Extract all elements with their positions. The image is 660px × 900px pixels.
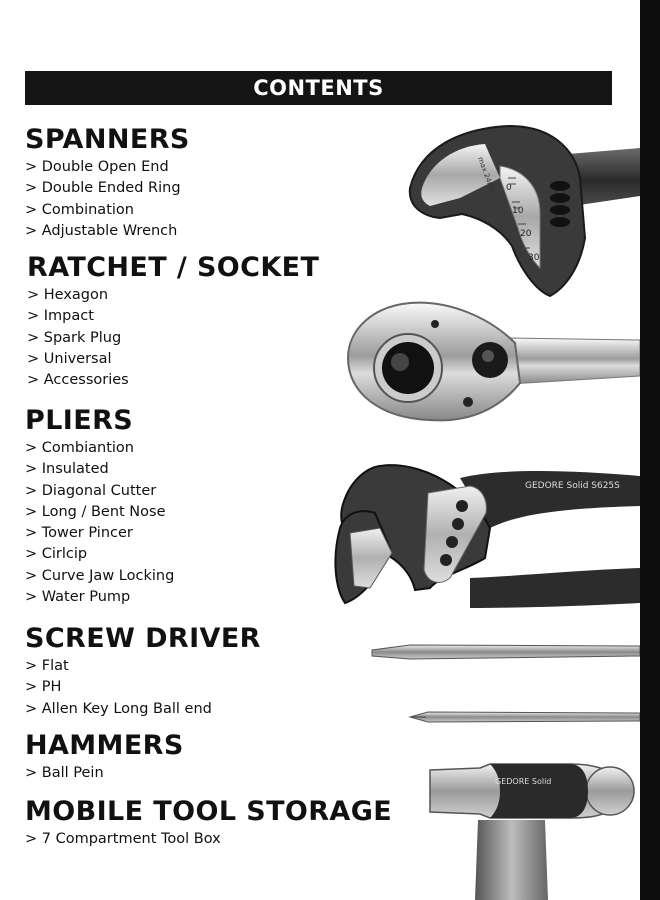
- list-item: > Double Ended Ring: [25, 178, 190, 199]
- pliers-brand: GEDORE Solid S625S: [525, 481, 620, 491]
- list-item: > Tower Pincer: [25, 523, 174, 544]
- list-item: > Long / Bent Nose: [25, 502, 174, 523]
- wrench-engraving: max 24mm: [476, 155, 498, 197]
- list-item: > Universal: [27, 349, 319, 370]
- list-item: > Diagonal Cutter: [25, 481, 174, 502]
- list-item: > Hexagon: [27, 285, 319, 306]
- list-item: > 7 Compartment Tool Box: [25, 829, 392, 850]
- section-hammers: [25, 730, 184, 784]
- ball-pein-hammer-icon: [420, 760, 640, 900]
- contents-title: CONTENTS: [253, 76, 384, 100]
- list-item: > Water Pump: [25, 587, 174, 608]
- section-title: SPANNERS: [25, 124, 190, 155]
- contents-header: [25, 71, 612, 105]
- section-ratchet-socket: [27, 252, 319, 391]
- list-item: > Curve Jaw Locking: [25, 566, 174, 587]
- list-item: > Combination: [25, 200, 190, 221]
- scale-label: 20: [520, 229, 532, 239]
- page-edge-bar: [640, 0, 660, 900]
- section-title: PLIERS: [25, 405, 134, 436]
- adjustable-wrench-icon: [400, 118, 640, 298]
- water-pump-pliers-icon: [320, 458, 640, 618]
- section-screw-driver: [25, 623, 261, 720]
- hammer-brand: GEDORE Solid: [495, 777, 552, 786]
- scale-label: 30: [528, 253, 540, 263]
- list-item: > Adjustable Wrench: [25, 221, 190, 242]
- list-item: > Allen Key Long Ball end: [25, 699, 261, 720]
- ratchet-icon: [340, 298, 640, 430]
- list-item: > Insulated: [25, 459, 174, 480]
- section-title: RATCHET / SOCKET: [27, 252, 320, 283]
- list-item: > Combiantion: [25, 438, 174, 459]
- section-mobile-tool-storage: [25, 796, 392, 850]
- section-spanners: [25, 124, 190, 242]
- list-item: > Spark Plug: [27, 328, 319, 349]
- list-item: > PH: [25, 677, 261, 698]
- list-item: > Cirlcip: [25, 544, 174, 565]
- section-title: MOBILE TOOL STORAGE: [25, 796, 393, 827]
- scale-label: 10: [512, 206, 524, 216]
- list-item: > Double Open End: [25, 157, 190, 178]
- list-item: > Flat: [25, 656, 261, 677]
- phillips-screwdriver-icon: [408, 706, 640, 728]
- list-item: > Accessories: [27, 370, 319, 391]
- flat-screwdriver-icon: [370, 640, 640, 666]
- section-pliers: [25, 405, 174, 608]
- scale-label: 0: [506, 183, 512, 193]
- section-title: HAMMERS: [25, 730, 184, 761]
- list-item: > Ball Pein: [25, 763, 184, 784]
- list-item: > Impact: [27, 306, 319, 327]
- section-title: SCREW DRIVER: [25, 623, 261, 654]
